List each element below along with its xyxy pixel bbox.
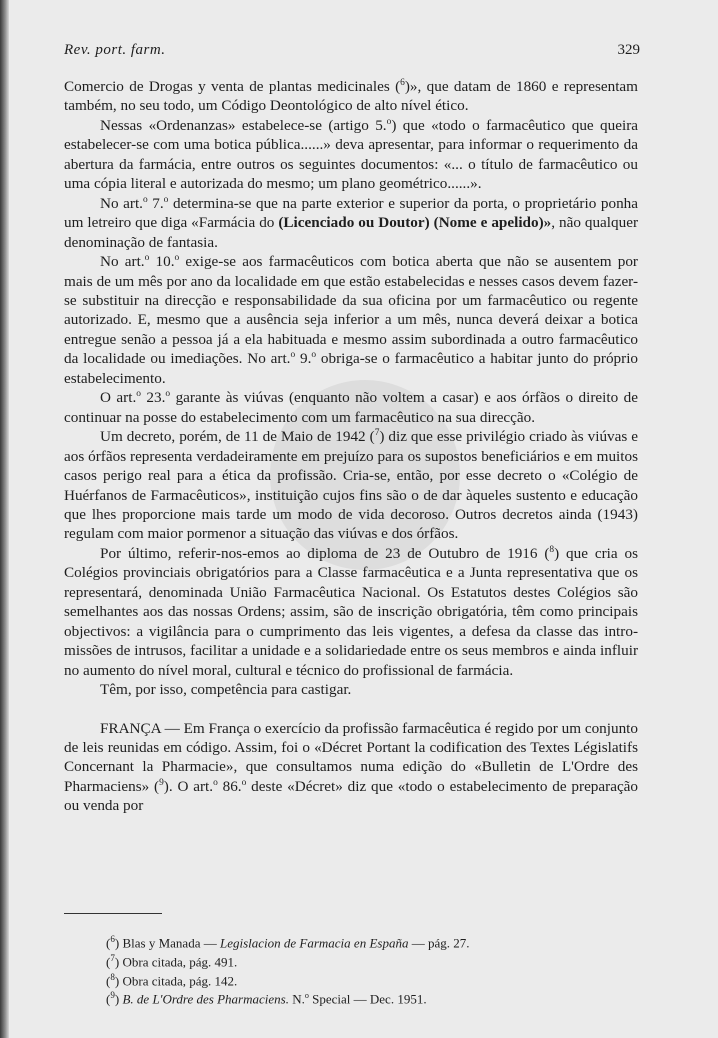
- bold-text: (Licenciado ou Doutor) (Nome e apelido)»: [278, 214, 552, 232]
- paragraph: [64, 680, 638, 699]
- footnotes: [106, 932, 626, 1007]
- paragraph: [64, 719, 638, 816]
- text-run: Nessas «Ordenanzas» estabelece-se (artigo 5.: [100, 116, 387, 134]
- superscript: o: [142, 194, 148, 205]
- italic-text: Legislacion de Farmacia en España: [219, 935, 409, 951]
- superscript: o: [386, 116, 392, 127]
- footnote-separator: [64, 913, 162, 914]
- text-run: Por último, referir-nos-emos ao diploma de 23 de Outubro de 1916 (: [100, 544, 550, 562]
- footnote: ($^6$) Blas y Manada — Legislacion de Farmacia en España — pág. 27.: [106, 934, 470, 951]
- superscript: o: [304, 991, 309, 1001]
- superscript: o: [311, 350, 317, 361]
- text-run: Têm, por isso, competência para castigar.: [100, 681, 352, 699]
- text-run: ) que «todo o farmacêutico que queira estabelecer-se com uma botica pública......» deva apresentar, para informar o requerimento da abertura da farmácia, entre outros os seguintes documentos: «... o título de farmacêutico ou uma cópia literal e autorizada do mesmo; um plano geométrico......».: [64, 116, 638, 193]
- text-run: No art.: [100, 253, 145, 271]
- text-run: Blas y Manada —: [122, 935, 220, 951]
- superscript: 9: [159, 777, 164, 788]
- paragraph: [64, 194, 638, 252]
- text-run: Um decreto, porém, de 11 de Maio de 1942 (: [100, 428, 375, 446]
- text-run: 10.: [149, 253, 175, 271]
- text-run: ) que cria os Colégios provinciais obrigatórios para a Classe farmacêutica e a Junta representativa que os representará, denominada União Farmacêutica Nacional. Os Estatutos destes Colégios são semelhantes aos das nossas Ordens; assim, são de inscrição obrigatória, têm como principais objectivos: a vigilância para o cumprimento das leis vigentes, a defesa da classe das intromissões de intrusos, facilitar a unidade e a solidariedade entre os seus membros e ainda influir no aumento do nível moral, cultural e técnico do profissional de farmácia.: [64, 544, 638, 679]
- paragraph: [64, 544, 638, 680]
- footnote-marker: 7: [110, 952, 115, 963]
- text-run: O art.: [100, 389, 137, 407]
- page-number: 329: [617, 42, 640, 58]
- footnote: ($^9$) B. de L'Ordre des Pharmaciens. N.$^o$ Special — Dec. 1951.: [106, 990, 427, 1007]
- text-run: exige-se aos farmacêuticos com botica aberta que não se ausentem por mais de um mês por ano da localidade em que estão estabelecidas e nesses casos devem fazer-se substituir na direcção e responsabilidade da sua oficina por um farmacêutico ou regente autorizado. E, mesmo que a ausência seja inferior a um mês, nunca deverá deixar a botica entregue senão a pessoa já a ela habituada e mesmo assim subordinada a outro farmacêutico da localidade ou imediações. No art.: [64, 253, 638, 368]
- text-run: 9.: [295, 350, 312, 368]
- paragraph: [64, 116, 638, 194]
- superscript: 6: [400, 77, 405, 88]
- text-run: — pág. 27.: [408, 935, 470, 951]
- superscript: o: [241, 777, 247, 788]
- superscript: o: [144, 253, 150, 264]
- paragraph: [64, 77, 638, 116]
- text-run: No art.: [100, 194, 143, 212]
- text-run: determina-se que na parte exterior e superior da porta, o proprietário ponha um letreiro que diga «Farmácia do: [64, 194, 638, 232]
- text-run: FRANÇA — Em França o exercício da profissão farmacêutica é regido por um conjunto de leis reunidas em código. Assim, foi o «Décret Portant la codification des Textes Législatifs Concernant la Pharmacie», que consultamos numa edição do «Bulletin de L'Ordre des Pharmaciens» (: [64, 719, 638, 795]
- text-run: obriga-se o farmacêutico a habitar junto do próprio estabelecimento.: [64, 350, 639, 387]
- text-run: N.: [288, 991, 305, 1007]
- superscript: o: [136, 389, 141, 400]
- superscript: o: [163, 194, 169, 205]
- footnote: ($^8$) Obra citada, pág. 142.: [106, 971, 238, 988]
- footnote-marker: 6: [110, 934, 115, 944]
- footnote-marker: 9: [110, 990, 115, 1001]
- superscript: 7: [374, 428, 380, 439]
- paragraph: [64, 388, 638, 427]
- text-run: Comercio de Drogas y venta de plantas medicinales (: [64, 78, 401, 95]
- text-run: )», que datam de 1860 e representam também, no seu todo, um Código Deontológico de alto nível ético.: [64, 78, 638, 115]
- text-run: Obra citada, pág. 491.: [122, 954, 238, 970]
- superscript: o: [290, 350, 296, 361]
- italic-text: B. de L'Ordre des Pharmaciens.: [122, 991, 289, 1007]
- superscript: o: [165, 389, 171, 400]
- text-run: 23.: [140, 389, 166, 407]
- binding-gutter-shadow: [0, 0, 9, 1038]
- text-run: ) diz que esse privilégio criado às viúvas e aos órfãos representa verdadeiramente em prejuízo para os supostos beneficiários e em muitos casos perigo real para a ética da profissão. Cria-se, então, por esse decreto o «Colégio de Huérfanos de Farmacêuticos», instituição cujos fins são o de dar àqueles sustento e educação que lhes proporcione mais tarde um modo de vida decoroso. Outros decretos ainda (1943) regulam com maior pormenor a situação das viúvas e dos órfãos.: [64, 428, 639, 543]
- running-header: [64, 42, 640, 62]
- text-run: Obra citada, pág. 142.: [122, 972, 238, 988]
- superscript: 8: [549, 544, 555, 555]
- footnote: ($^7$) Obra citada, pág. 491.: [106, 952, 238, 970]
- text-run: ). O art.: [163, 777, 214, 795]
- paragraph: [64, 252, 638, 388]
- text-run: 7.: [147, 194, 164, 212]
- journal-title: Rev. port. farm.: [64, 42, 166, 58]
- text-run: garante às viúvas (enquanto não voltem a casar) e aos órfãos o direito de continuar na posse do estabelecimento com um farmacêutico na sua direcção.: [64, 389, 638, 426]
- footnote-marker: 8: [110, 971, 115, 982]
- superscript: o: [213, 777, 218, 788]
- text-run: , não qualquer denominação de fantasia.: [64, 214, 639, 251]
- superscript: o: [174, 253, 180, 264]
- paragraph: [64, 427, 638, 544]
- text-run: Special — Dec. 1951.: [308, 991, 427, 1007]
- text-run: deste «Décret» diz que «todo o estabelecimento de preparação ou venda por: [64, 777, 639, 815]
- text-run: 86.: [217, 777, 242, 795]
- article-body: [64, 77, 638, 816]
